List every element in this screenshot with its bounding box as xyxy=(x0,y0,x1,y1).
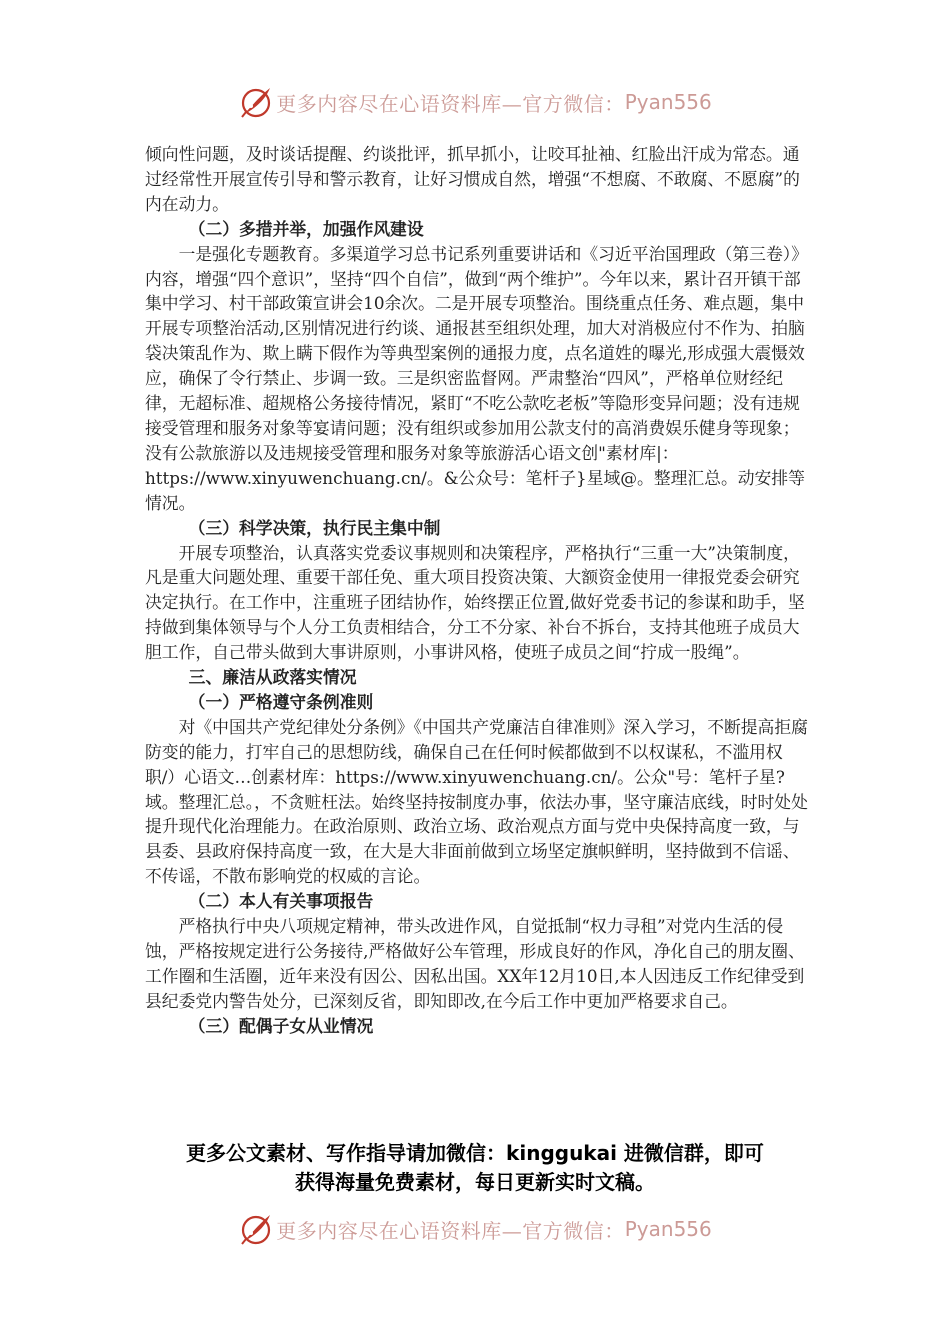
paragraph: 开展专项整治，认真落实党委议事规则和决策程序，严格执行“三重一大”决策制度，凡是重大问题处理、重要干部任免、重大项目投资决策、大额资金使用一律报党委会研究决定执行。在工作中，注重班子团结协作，始终摆正位置,做好党委书记的参谋和助手，坚持做到集体领导与个人分工负责相结合，分工不分家、补台不拆台，支持其他班子成员大胆工作，自己带头做到大事讲原则，小事讲风格，使班子成员之间“拧成一股绳”。 xyxy=(145,542,805,663)
paragraph: 严格执行中央八项规定精神，带头改进作风，自觉抵制“权力寻租”对党内生活的侵蚀，严格按规定进行公务接待,严格做好公车管理，形成良好的作风，净化自己的朋友圈、工作圈和生活圈，近年来没有因公、因私出国。XX年12月10日,本人因违反工作纪律受到县纪委党内警告处分，已深刻反省，即知即改,在今后工作中更加严格要求自己。 xyxy=(145,916,805,1011)
banner-text: 更多内容尽在心语资料库—官方微信： xyxy=(276,1218,625,1243)
banner-text: 更多内容尽在心语资料库—官方微信： xyxy=(276,91,625,116)
banner-wechat-id: Pyan556 xyxy=(624,1217,712,1241)
section-heading: （三）科学决策，执行民主集中制 xyxy=(188,517,441,538)
promo-line-2: 获得海量免费素材，每日更新实时文稿。 xyxy=(295,1170,655,1194)
promo-line-1: 更多公文素材、写作指导请加微信：kinggukai 进微信群，即可 xyxy=(186,1141,764,1165)
body-text xyxy=(145,142,810,1039)
paragraph: 对《中国共产党纪律处分条例》《中国共产党廉洁自律准则》深入学习，不断提高拒腐防变的能力，打牢自己的思想防线，确保自己在任何时候都做到不以权谋私，不滥用权职/）心语文…创素材库：https://www.xinyuwenchuang.cn/。公众"号：笔杆子星?域。整理汇总。，不贪赃枉法。始终坚持按制度办事，依法办事，坚守廉洁底线，时时处处提升现代化治理能力。在政治原则、政治立场、政治观点方面与党中央保持高度一致，与县委、县政府保持高度一致，在大是大非面前做到立场坚定旗帜鲜明，坚持做到不信谣、不传谣，不散布影响党的权威的言论。 xyxy=(145,716,808,887)
section-heading: （二）本人有关事项报告 xyxy=(188,891,374,912)
section-heading: （一）严格遵守条例准则 xyxy=(188,691,374,712)
quill-logo-icon xyxy=(238,1211,274,1247)
promo-notice xyxy=(140,1139,810,1197)
section-heading: （二）多措并举，加强作风建设 xyxy=(188,218,424,239)
quill-logo-icon xyxy=(238,84,274,120)
paragraph: 倾向性问题，及时谈话提醒、约谈批评，抓早抓小，让咬耳扯袖、红脸出汗成为常态。通过经常性开展宣传引导和警示教育，让好习惯成自然，增强“不想腐、不敢腐、不愿腐”的内在动力。 xyxy=(145,144,800,214)
paragraph: 一是强化专题教育。多渠道学习总书记系列重要讲话和《习近平治国理政（第三卷）》内容，增强“四个意识”，坚持“四个自信”，做到“两个维护”。今年以来，累计召开镇干部集中学习、村干部政策宣讲会10余次。二是开展专项整治。围绕重点任务、难点题，集中开展专项整治活动,区别情况进行约谈、通报甚至组织处理，加大对消极应付不作为、拍脑袋决策乱作为、欺上瞒下假作为等典型案例的通报力度，点名道姓的曝光,形成强大震慑效应，确保了令行禁止、步调一致。三是织密监督网。严肃整治“四风”，严格单位财经纪律，无超标准、超规格公务接待情况，紧盯“不吃公款吃老板”等隐形变异问题；没有违规接受管理和服务对象等宴请问题；没有组织或参加用公款支付的高消费娱乐健身等现象；没有公款旅游以及违规接受管理和服务对象等旅游活心语文创"素材库|：https://www.xinyuwenchuang.cn/。&公众号：笔杆子}星域@。整理汇总。动安排等情况。 xyxy=(145,243,808,513)
top-banner xyxy=(0,82,950,122)
bottom-banner xyxy=(0,1209,950,1249)
section-heading: （三）配偶子女从业情况 xyxy=(188,1015,374,1036)
banner-wechat-id: Pyan556 xyxy=(624,90,712,114)
chapter-heading: 三、廉洁从政落实情况 xyxy=(188,667,357,688)
